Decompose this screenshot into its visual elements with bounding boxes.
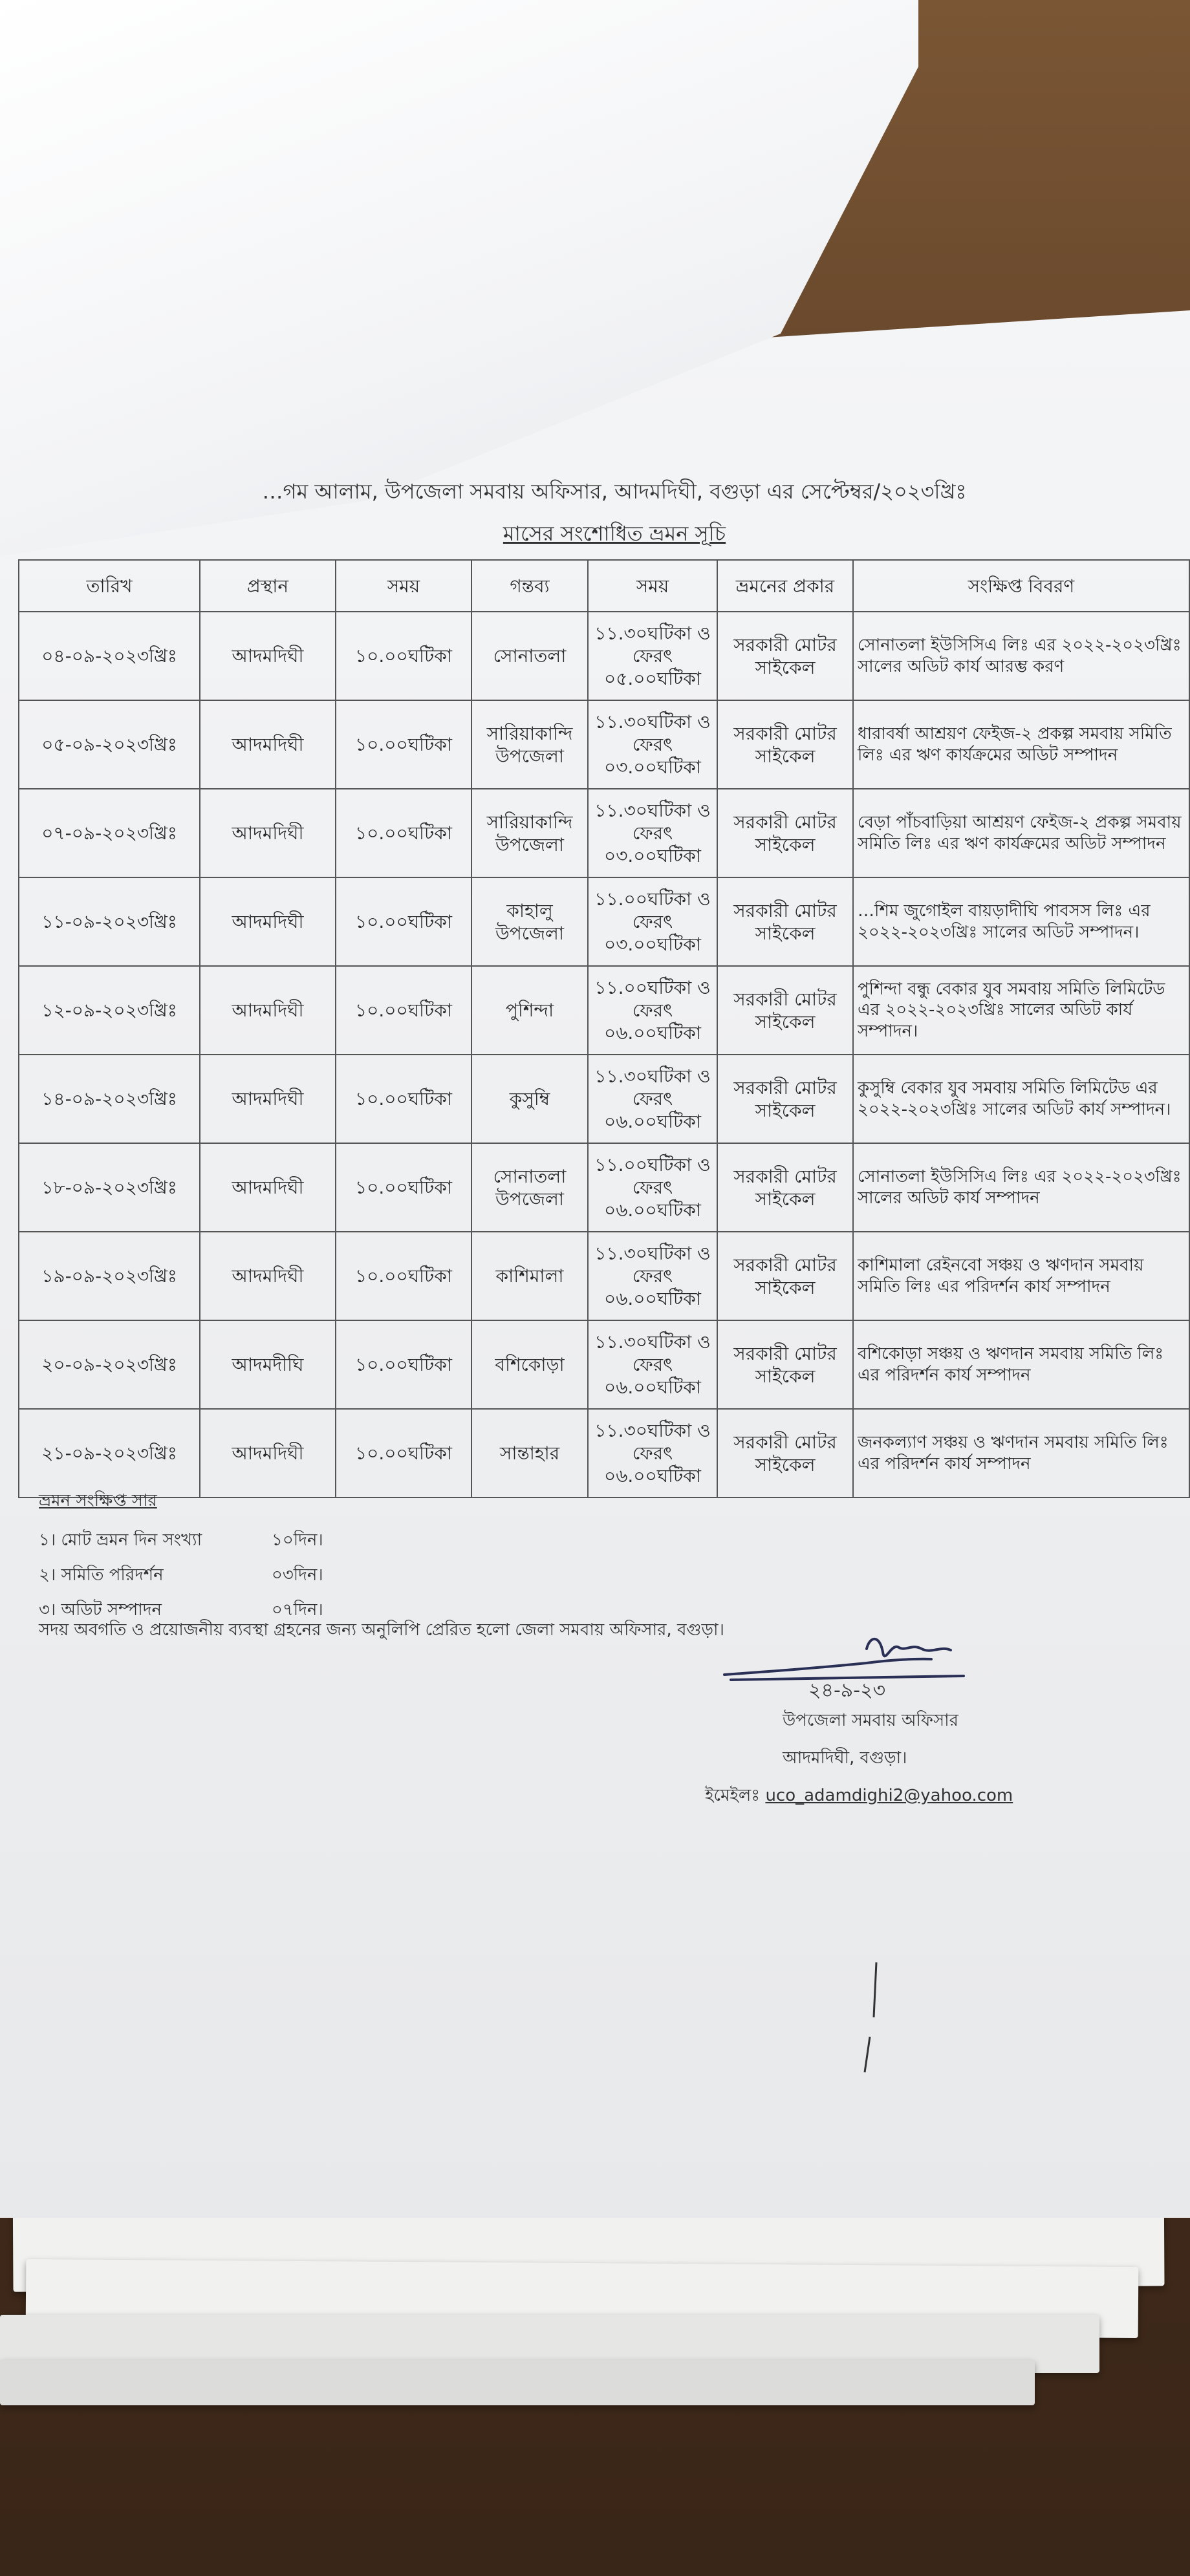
cell-travel-mode: সরকারী মোটর সাইকেল (717, 877, 853, 966)
cell-departure: আদমদিঘী (200, 612, 336, 700)
paper-stack-sheet (0, 2360, 1035, 2405)
cell-time: ১০.০০ঘটিকা (336, 789, 471, 877)
cell-departure: আদমদিঘী (200, 789, 336, 877)
cell-description: সোনাতলা ইউসিসিএ লিঃ এর ২০২২-২০২৩খ্রিঃ সালের অডিট কার্য আরম্ভ করণ (853, 612, 1189, 700)
cell-return-time: ১১.৩০ঘটিকা ও ফেরৎ ০৬.০০ঘটিকা (588, 1055, 717, 1143)
cell-description: ধারাবর্ষা আশ্রয়ণ ফেইজ-২ প্রকল্প সমবায় সমিতি লিঃ এর ঋণ কার্যক্রমের অডিট সম্পাদন (853, 700, 1189, 789)
email-label: ইমেইলঃ (705, 1786, 761, 1805)
header-date: তারিখ (19, 560, 200, 612)
cell-date: ২১-০৯-২০২৩খ্রিঃ (19, 1409, 200, 1497)
cell-return-time: ১১.৩০ঘটিকা ও ফেরৎ ০৩.০০ঘটিকা (588, 789, 717, 877)
summary-value: ০৩দিন। (272, 1565, 323, 1585)
cell-destination: কাশিমালা (471, 1232, 588, 1320)
cell-date: ১৯-০৯-২০২৩খ্রিঃ (19, 1232, 200, 1320)
header-return-time: সময় (588, 560, 717, 612)
cell-date: ১১-০৯-২০২৩খ্রিঃ (19, 877, 200, 966)
signatory-location: আদমদিঘী, বগুড়া। (783, 1748, 907, 1768)
header-time: সময় (336, 560, 471, 612)
table-header-row (19, 560, 1189, 612)
cell-return-time: ১১.৩০ঘটিকা ও ফেরৎ ০৬.০০ঘটিকা (588, 1232, 717, 1320)
table-row (19, 966, 1189, 1055)
summary-label: ৩। অডিট সম্পাদন (39, 1600, 162, 1620)
cell-date: ১৮-০৯-২০২৩খ্রিঃ (19, 1143, 200, 1232)
cell-departure: আদমদিঘী (200, 1232, 336, 1320)
cell-destination: সারিয়াকান্দি উপজেলা (471, 700, 588, 789)
cell-travel-mode: সরকারী মোটর সাইকেল (717, 1055, 853, 1143)
table-row (19, 1320, 1189, 1409)
cell-time: ১০.০০ঘটিকা (336, 1232, 471, 1320)
cell-date: ০৫-০৯-২০২৩খ্রিঃ (19, 700, 200, 789)
header-departure: প্রস্থান (200, 560, 336, 612)
cell-time: ১০.০০ঘটিকা (336, 1320, 471, 1409)
table-row (19, 877, 1189, 966)
cell-departure: আদমদিঘী (200, 1409, 336, 1497)
table-row (19, 789, 1189, 877)
cell-return-time: ১১.৩০ঘটিকা ও ফেরৎ ০৫.০০ঘটিকা (588, 612, 717, 700)
summary-item (39, 1558, 323, 1593)
cell-destination: সারিয়াকান্দি উপজেলা (471, 789, 588, 877)
cell-travel-mode: সরকারী মোটর সাইকেল (717, 700, 853, 789)
cell-time: ১০.০০ঘটিকা (336, 966, 471, 1055)
cell-description: জনকল্যাণ সঞ্চয় ও ঋণদান সমবায় সমিতি লিঃ এর পরিদর্শন কার্য সম্পাদন (853, 1409, 1189, 1497)
table-row (19, 1143, 1189, 1232)
cell-return-time: ১১.০০ঘটিকা ও ফেরৎ ০৩.০০ঘটিকা (588, 877, 717, 966)
cell-destination: সোনাতলা উপজেলা (471, 1143, 588, 1232)
travel-summary (39, 1487, 323, 1628)
cell-travel-mode: সরকারী মোটর সাইকেল (717, 1232, 853, 1320)
table-row (19, 700, 1189, 789)
cell-description: কাশিমালা রেইনবো সঞ্চয় ও ঋণদান সমবায় সমিতি লিঃ এর পরিদর্শন কার্য সম্পাদন (853, 1232, 1189, 1320)
cell-departure: আদমদিঘী (200, 966, 336, 1055)
cell-travel-mode: সরকারী মোটর সাইকেল (717, 1320, 853, 1409)
cell-return-time: ১১.০০ঘটিকা ও ফেরৎ ০৬.০০ঘটিকা (588, 966, 717, 1055)
cell-return-time: ১১.৩০ঘটিকা ও ফেরৎ ০৬.০০ঘটিকা (588, 1320, 717, 1409)
cell-return-time: ১১.৩০ঘটিকা ও ফেরৎ ০৩.০০ঘটিকা (588, 700, 717, 789)
cell-departure: আদমদিঘী (200, 700, 336, 789)
cell-time: ১০.০০ঘটিকা (336, 612, 471, 700)
summary-value: ১০দিন। (272, 1530, 323, 1550)
table-row (19, 1232, 1189, 1320)
copy-note: সদয় অবগতি ও প্রয়োজনীয় ব্যবস্থা গ্রহনের জন্য অনুলিপি প্রেরিত হলো জেলা সমবায় অফিসার, বগুড়া। (39, 1620, 724, 1640)
document-subtitle: মাসের সংশোধিত ভ্রমন সূচি (503, 521, 726, 546)
cell-time: ১০.০০ঘটিকা (336, 1143, 471, 1232)
cell-departure: আদমদিঘী (200, 1143, 336, 1232)
signature-date: ২৪-৯-২৩ (808, 1679, 886, 1702)
cell-date: ০৪-০৯-২০২৩খ্রিঃ (19, 612, 200, 700)
table-row (19, 1055, 1189, 1143)
cell-time: ১০.০০ঘটিকা (336, 1409, 471, 1497)
cell-date: ২০-০৯-২০২৩খ্রিঃ (19, 1320, 200, 1409)
cell-description: বেড়া পাঁচবাড়িয়া আশ্রয়ণ ফেইজ-২ প্রকল্প সমবায় সমিতি লিঃ এর ঋণ কার্যক্রমের অডিট সম্পাদন (853, 789, 1189, 877)
summary-value: ০৭দিন। (272, 1600, 323, 1620)
cell-destination: সোনাতলা (471, 612, 588, 700)
cell-travel-mode: সরকারী মোটর সাইকেল (717, 1409, 853, 1497)
signatory-title: উপজেলা সমবায় অফিসার (783, 1711, 958, 1730)
cell-destination: কুসুম্বি (471, 1055, 588, 1143)
cell-destination: বশিকোড়া (471, 1320, 588, 1409)
pen-mark (857, 1959, 883, 2076)
cell-date: ১২-০৯-২০২৩খ্রিঃ (19, 966, 200, 1055)
cell-time: ১০.০০ঘটিকা (336, 877, 471, 966)
cell-description: বশিকোড়া সঞ্চয় ও ঋণদান সমবায় সমিতি লিঃ এর পরিদর্শন কার্য সম্পাদন (853, 1320, 1189, 1409)
summary-heading: ভ্রমন সংক্ষিপ্ত সার (39, 1491, 157, 1510)
signatory-email-line (705, 1782, 1013, 1810)
schedule-table (18, 559, 1190, 1498)
cell-description: সোনাতলা ইউসিসিএ লিঃ এর ২০২২-২০২৩খ্রিঃ সালের অডিট কার্য সম্পাদন (853, 1143, 1189, 1232)
cell-destination: পুশিন্দা (471, 966, 588, 1055)
cell-departure: আদমদিঘী (200, 1055, 336, 1143)
cell-date: ১৪-০৯-২০২৩খ্রিঃ (19, 1055, 200, 1143)
cell-description: কুসুম্বি বেকার যুব সমবায় সমিতি লিমিটেড এর ২০২২-২০২৩খ্রিঃ সালের অডিট কার্য সম্পাদন। (853, 1055, 1189, 1143)
cell-travel-mode: সরকারী মোটর সাইকেল (717, 1143, 853, 1232)
document-title: …গম আলাম, উপজেলা সমবায় অফিসার, আদমদিঘী, বগুড়া এর সেপ্টেম্বর/২০২৩খ্রিঃ (262, 479, 967, 504)
cell-return-time: ১১.৩০ঘটিকা ও ফেরৎ ০৬.০০ঘটিকা (588, 1409, 717, 1497)
summary-label: ১। মোট ভ্রমন দিন সংখ্যা (39, 1530, 202, 1550)
cell-departure: আদমদিঘী (200, 877, 336, 966)
summary-label: ২। সমিতি পরিদর্শন (39, 1565, 164, 1585)
cell-date: ০৭-০৯-২০২৩খ্রিঃ (19, 789, 200, 877)
email-link[interactable]: uco_adamdighi2@yahoo.com (765, 1786, 1013, 1805)
cell-travel-mode: সরকারী মোটর সাইকেল (717, 612, 853, 700)
cell-description: পুশিন্দা বন্ধু বেকার যুব সমবায় সমিতি লিমিটেড এর ২০২২-২০২৩খ্রিঃ সালের অডিট কার্য সম্পাদন। (853, 966, 1189, 1055)
summary-item (39, 1523, 323, 1558)
cell-time: ১০.০০ঘটিকা (336, 700, 471, 789)
table-row (19, 612, 1189, 700)
table-row (19, 1409, 1189, 1497)
cell-description: …শিম জুগোইল বায়ড়াদীঘি পাবসস লিঃ এর ২০২২-২০২৩খ্রিঃ সালের অডিট সম্পাদন। (853, 877, 1189, 966)
cell-time: ১০.০০ঘটিকা (336, 1055, 471, 1143)
cell-departure: আদমদীঘি (200, 1320, 336, 1409)
header-description: সংক্ষিপ্ত বিবরণ (853, 560, 1189, 612)
cell-destination: সান্তাহার (471, 1409, 588, 1497)
header-travel-mode: ভ্রমনের প্রকার (717, 560, 853, 612)
cell-return-time: ১১.০০ঘটিকা ও ফেরৎ ০৬.০০ঘটিকা (588, 1143, 717, 1232)
cell-destination: কাহালু উপজেলা (471, 877, 588, 966)
cell-travel-mode: সরকারী মোটর সাইকেল (717, 966, 853, 1055)
header-destination: গন্তব্য (471, 560, 588, 612)
cell-travel-mode: সরকারী মোটর সাইকেল (717, 789, 853, 877)
